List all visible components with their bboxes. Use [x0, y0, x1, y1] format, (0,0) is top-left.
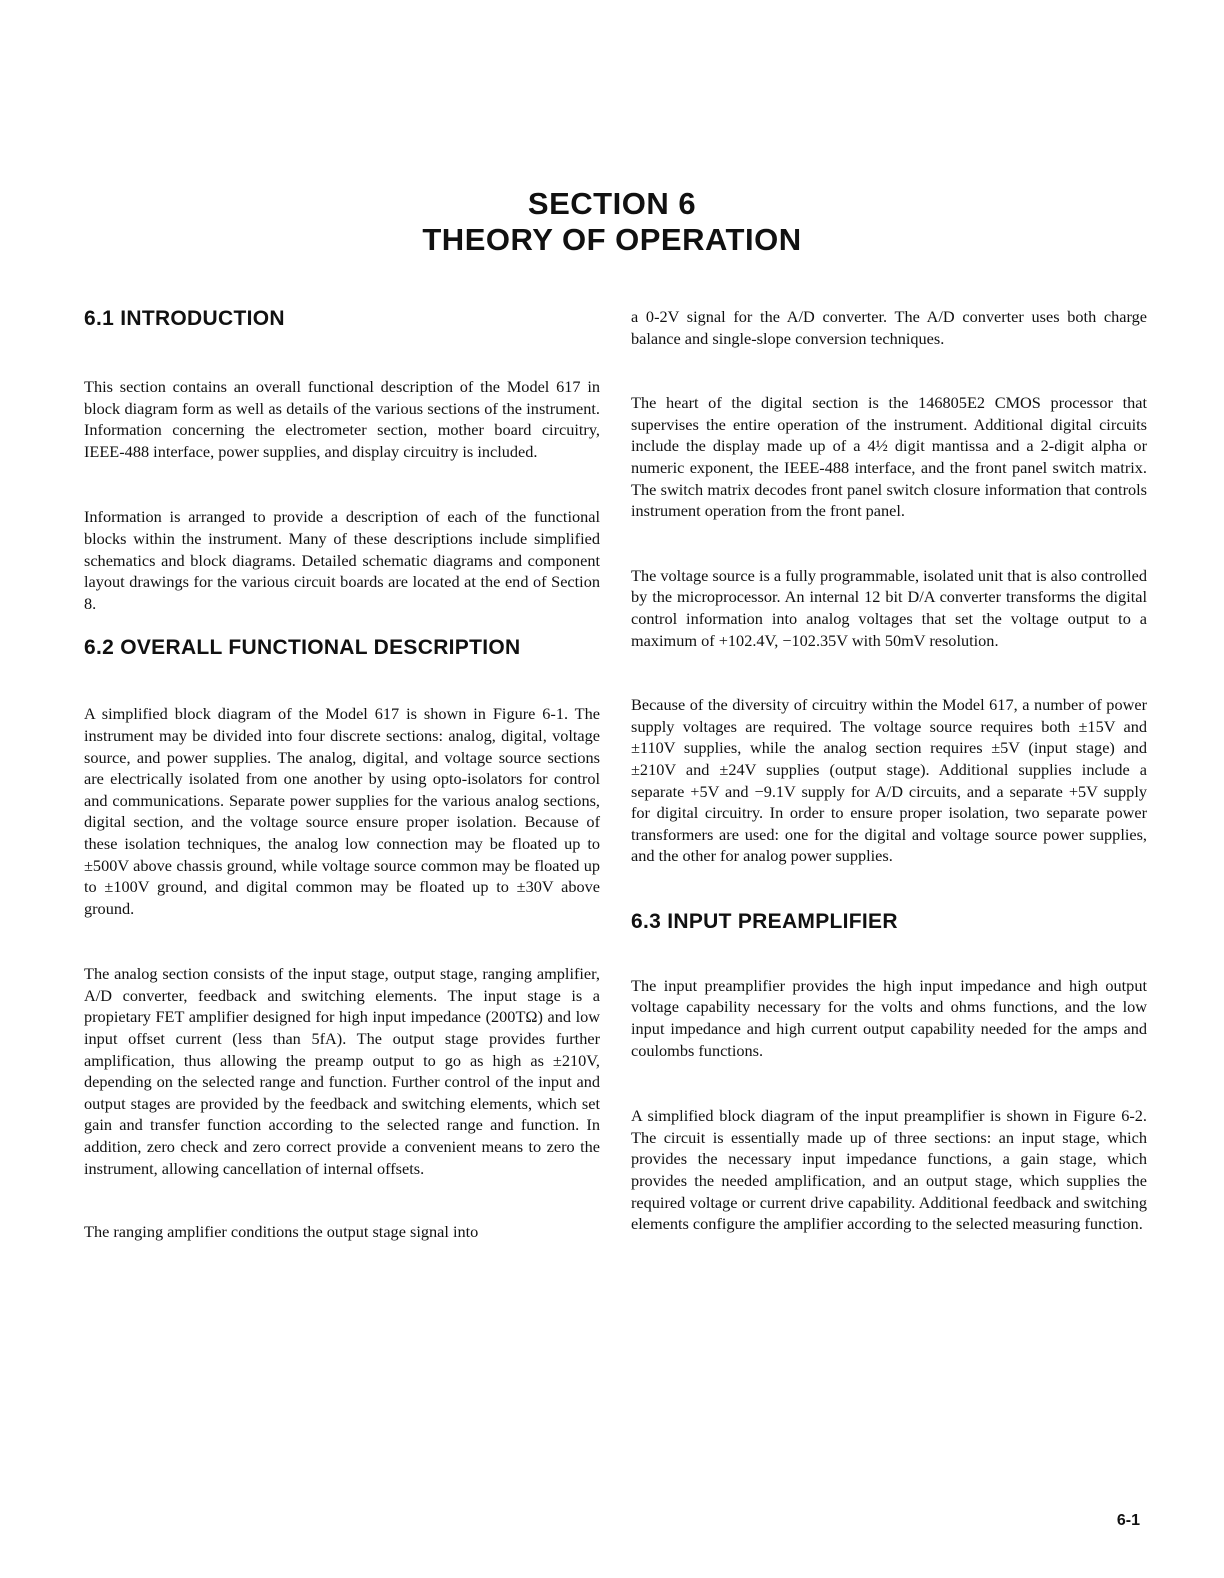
overall-paragraph-5: The voltage source is a fully programmable, isolated unit that is also controlled by the microprocessor. An internal 12 bit D/A converter transforms the digital control information into analog voltages that set the voltage output to a maximum of +102.4V, −102.35V with 50mV resolution. [631, 565, 1147, 650]
preamp-paragraph-1: The input preamplifier provides the high input impedance and high output voltage capability necessary for the volts and ohms functions, and the low input impedance and high current output capability needed for the amps and coulombs functions. [631, 975, 1147, 1060]
overall-paragraph-1: A simplified block diagram of the Model 617 is shown in Figure 6-1. The instrument may be divided into four discrete sections: analog, digital, voltage source, and power supplies. The analog, digital, and voltage source sections are electrically isolated from one another by using opto-isolators for control and communications. Separate power supplies for the various analog sections, digital section, and the voltage source ensure proper isolation. Because of these isolation techniques, the analog low connection may be floated up to ±500V above chassis ground, while voltage source common may be floated up to ±100V ground, and digital common may be floated up to ±30V above ground. [84, 704, 600, 918]
left-column [84, 306, 600, 1243]
overall-paragraph-6: Because of the diversity of circuitry within the Model 617, a number of power supply voltages are required. The voltage source requires both ±15V and ±110V supplies, while the analog section requires ±5V (input stage) and ±210V and ±24V supplies (output stage). Additional supplies include a separate +5V and −9.1V supply for A/D circuits, and a separate +5V supply for digital circuitry. In order to ensure proper isolation, two separate power transformers are used: one for the digital and voltage source power supplies, and the other for analog power supplies. [631, 695, 1147, 866]
overall-paragraph-4: The heart of the digital section is the 146805E2 CMOS processor that supervises the entire operation of the instrument. Additional digital circuits include the display made up of a 4½ digit mantissa and a 2-digit alpha or numeric exponent, the IEEE-488 interface, and the front panel switch matrix. The switch matrix decodes front panel switch closure information that controls instrument operation from the front panel. [631, 393, 1147, 521]
heading-input-preamplifier: 6.3 INPUT PREAMPLIFIER [631, 909, 898, 933]
heading-overall-functional-description: 6.2 OVERALL FUNCTIONAL DESCRIPTION [84, 636, 521, 660]
preamp-paragraph-2: A simplified block diagram of the input preamplifier is shown in Figure 6-2. The circuit is essentially made up of three sections: an input stage, which provides the necessary input impedance functions, a gain stage, which provides the needed amplification, and an output stage, which supplies the required voltage or current drive capability. Additional feedback and switching elements configure the amplifier according to the selected measuring function. [631, 1106, 1147, 1234]
overall-paragraph-3-end: a 0-2V signal for the A/D converter. The A/D converter uses both charge balance and single-slope conversion techniques. [631, 307, 1147, 348]
page-number: 6-1 [1116, 1512, 1140, 1529]
right-column [631, 306, 1147, 1235]
page-title [0, 186, 1224, 258]
section-title: THEORY OF OPERATION [422, 222, 802, 257]
intro-paragraph-2: Information is arranged to provide a description of each of the functional blocks within the instrument. Many of these descriptions include simplified schematics and block diagrams. Detailed schematic diagrams and component layout drawings for the various circuit boards are located at the end of Section 8. [84, 507, 600, 613]
overall-paragraph-3-start: The ranging amplifier conditions the output stage signal into [84, 1222, 479, 1242]
overall-paragraph-2: The analog section consists of the input stage, output stage, ranging amplifier, A/D converter, feedback and switching elements. The input stage is a propietary FET amplifier designed for high input impedance (200TΩ) and low input offset current (less than 5fA). The output stage provides further amplification, thus allowing the preamp output to go as high as ±210V, depending on the selected range and function. Further control of the input and output stages are provided by the feedback and switching elements, which set gain and transfer function according to the selected range and function. In addition, zero check and zero correct provide a convenient means to zero the instrument, allowing cancellation of internal offsets. [84, 964, 600, 1178]
section-label: SECTION 6 [527, 186, 697, 221]
intro-paragraph-1: This section contains an overall functional description of the Model 617 in block diagram form as well as details of the various sections of the instrument. Information concerning the electrometer section, mother board circuitry, IEEE-488 interface, power supplies, and display circuitry is included. [84, 377, 600, 461]
heading-introduction: 6.1 INTRODUCTION [84, 307, 285, 330]
